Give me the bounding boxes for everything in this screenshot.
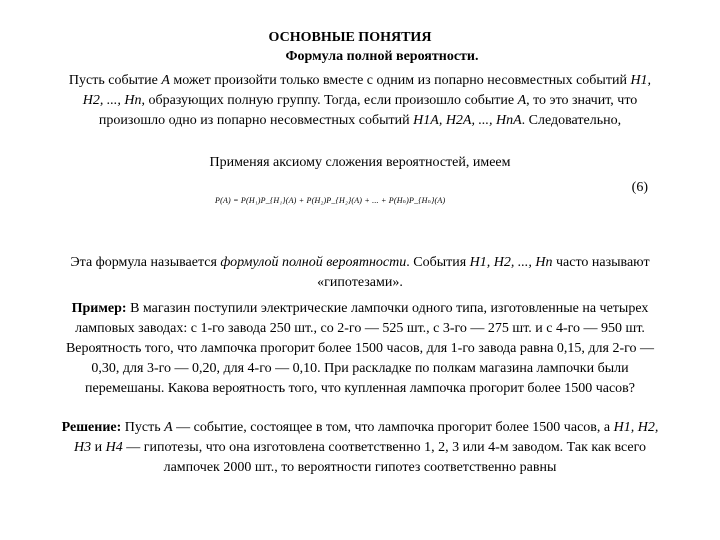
text-span: Пусть [121,420,165,435]
section-heading: ОСНОВНЫЕ ПОНЯТИЯ [268,30,432,45]
example-label: Пример: [71,301,127,316]
text-span: , то это значит, что произошло одно из попарно несовместных событий [98,93,638,128]
text-span: . События [406,255,470,270]
formula-text: P(A) = P(H₁)P_{H₁}(A) + P(H₂)P_{H₂}(A) + ... + P(Hₙ)P_{Hₙ}(A) [215,196,446,205]
text-span: — гипотезы, что она изготовлена соответственно 1, 2, 3 или 4-м заводом. Так как всего лампочек 2000 шт., то вероятности гипотез соответственно равны [122,440,647,475]
paragraph-definition [60,71,660,131]
solution-label: Решение: [61,420,122,435]
paragraph-example [58,299,662,399]
paragraph-axiom: Применяя аксиому сложения вероятностей, имеем [209,155,511,170]
text-span: , образующих полную группу. Тогда, если произошло событие [141,93,518,108]
hypotheses-list: H1, H2, ..., Hn [469,255,553,270]
event-a: A [164,420,173,435]
paragraph-solution [58,418,662,478]
hypotheses-list: H1, H2, H3 [73,420,659,455]
text-span: Пусть событие [68,73,162,88]
equation-number: (6) [631,180,648,195]
section-subheading: Формула полной вероятности. [285,49,479,64]
paragraph-formula-name [60,253,660,293]
hypothesis-h4: H4 [105,440,123,455]
text-span: . Следовательно, [521,113,622,128]
hypotheses-list: H1, H2, ..., Hn [82,73,652,108]
text-span: может произойти только вместе с одним из попарно несовместных событий [169,73,631,88]
example-text: В магазин поступили электрические лампочки одного типа, изготовленные на четырех ламповых заводах: с 1-го завода 250 шт., со 2-го — 525 шт., с 3-го — 275 шт. и с 4-го — 950 шт. Вероятность того, что лампочка прогорит более 1500 часов, для 1-го завода равна 0,15, для 2-го — 0,30, для 3-го — 0,20, для 4-го — 0,10. При раскладке по полкам магазина лампочки были перемешаны. Какова вероятность того, что купленная лампочка прогорит более 1500 часов? [65,301,655,396]
formula-term: формулой полной вероятности [220,255,407,270]
text-span: Эта формула называется [70,255,221,270]
event-a: A [517,93,527,108]
text-span: и [91,440,106,455]
event-a: A [161,73,170,88]
text-span: часто называют «гипотезами». [317,255,650,290]
joint-events-list: H1A, H2A, ..., HnA [413,113,522,128]
text-span: — событие, состоящее в том, что лампочка прогорит более 1500 часов, а [172,420,614,435]
total-probability-formula [215,196,505,212]
